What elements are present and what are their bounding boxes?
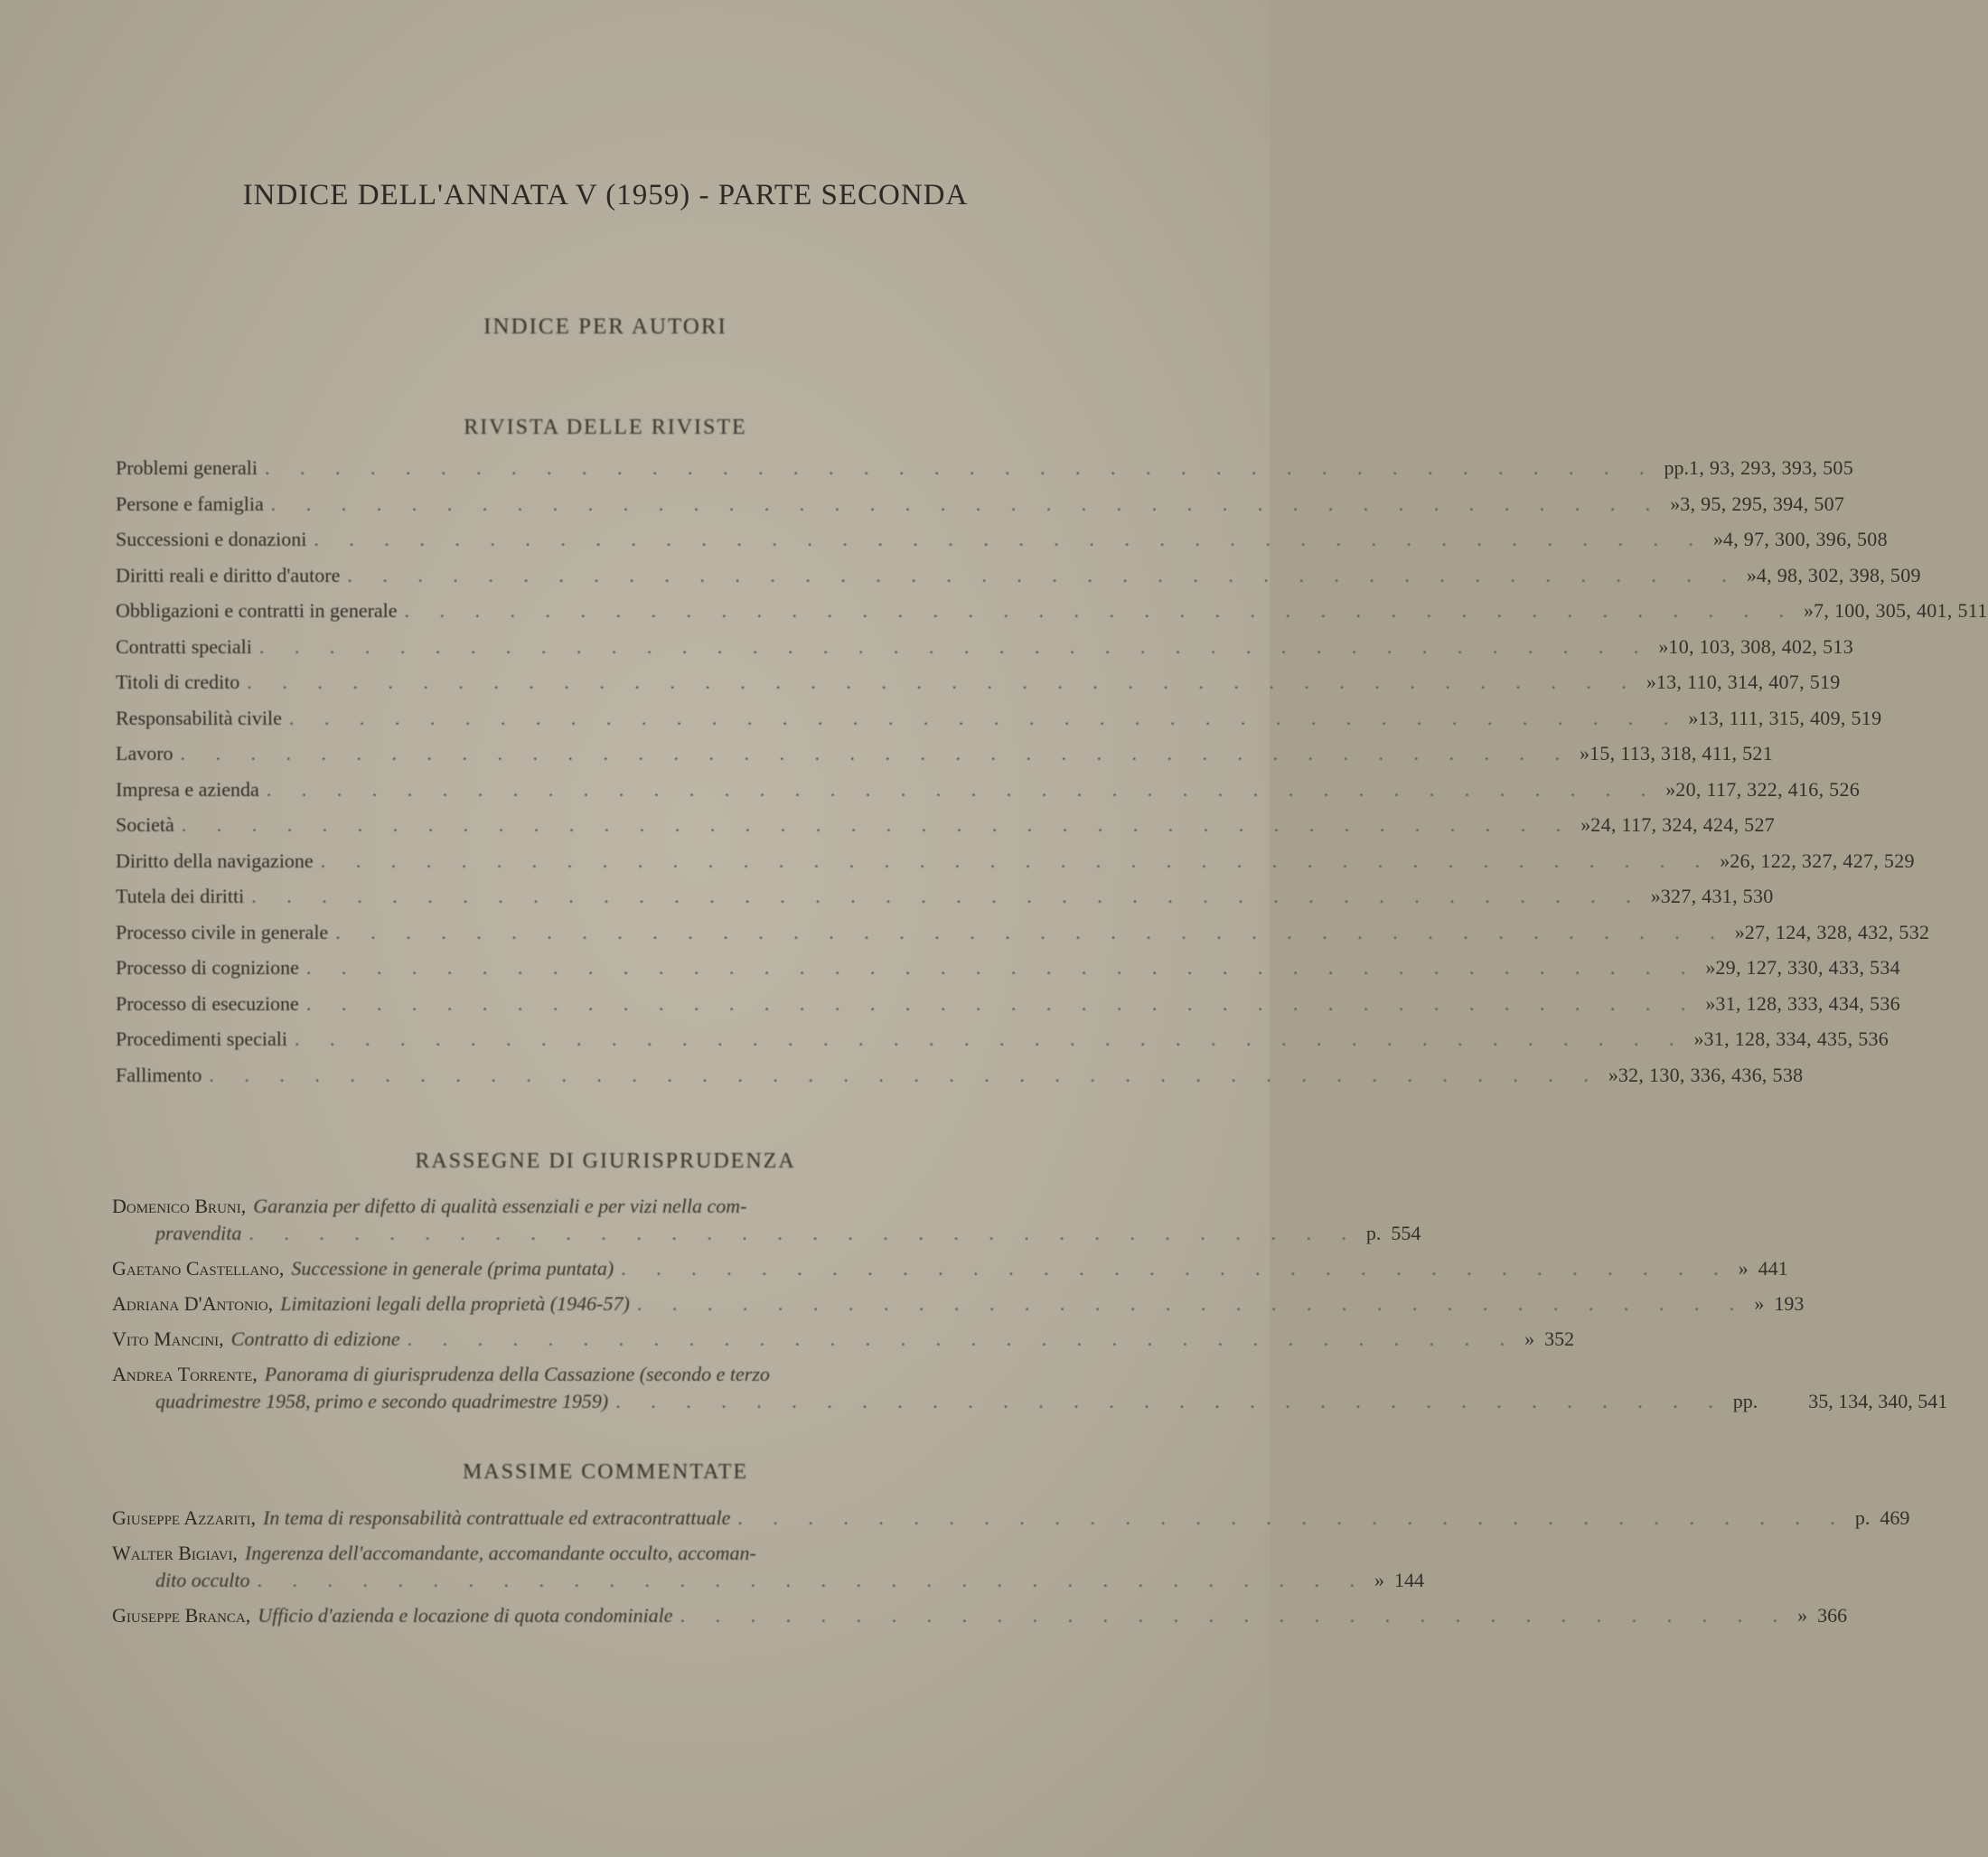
index-row (116, 599, 1988, 635)
page-prefix: pp. (1664, 456, 1690, 479)
author-entry (112, 1361, 1948, 1415)
rubric-label: Successioni e donazioni (116, 528, 307, 550)
rubric-label: Contratti speciali (116, 634, 252, 658)
page-prefix: » (1374, 1569, 1384, 1591)
page-numbers: 352 (1544, 1327, 1575, 1350)
entry-title: Panorama di giurisprudenza della Cassazione (secondo e terzo (264, 1363, 770, 1385)
index-row (116, 885, 1774, 921)
dot-leader: . . . . . . . . . . . . . . . . . . . . . . . . . . . . . . . . . . . . . . . . (295, 1027, 1687, 1050)
dot-leader: . . . . . . . . . . . . . . . . . . . . . . . . . . . . . . . . . . . . . . . . (305, 956, 1699, 979)
dot-leader: . . . . . . . . . . . . . . . . . . . . . . . . . . . . . . . . (257, 1569, 1367, 1591)
page-numbers: 366 (1817, 1604, 1848, 1627)
page-prefix: » (1670, 492, 1681, 515)
index-row (116, 777, 1861, 814)
page-prefix: » (1738, 1257, 1749, 1280)
rivista-list (116, 456, 1988, 1099)
page-numbers: 327, 431, 530 (1660, 885, 1774, 907)
page-prefix: » (1580, 742, 1590, 764)
massime-heading: MASSIME COMMENTATE (462, 1460, 749, 1484)
rubric-label: Lavoro (116, 742, 173, 764)
index-row (116, 849, 1915, 886)
dot-leader: . . . . . . . . . . . . . . . . . . . . . . . . . . . . . . . . . . . . . . . . (404, 599, 1797, 622)
index-row (116, 671, 1841, 707)
entry-title: Garanzia per difetto di qualità essenziali e per vizi nella com- (253, 1195, 747, 1217)
author-name: Andrea Torrente, (112, 1363, 258, 1385)
page-prefix: » (1688, 706, 1699, 729)
dot-leader: . . . . . . . . . . . . . . . . . . . . . . . . . . . . . . . . (737, 1506, 1848, 1529)
dot-leader: . . . . . . . . . . . . . . . . . . . . . . . . . . . . . . . . . . . . . . . . (347, 563, 1740, 586)
page-numbers: 24, 117, 324, 424, 527 (1590, 813, 1776, 836)
author-entry (112, 1193, 1421, 1247)
author-name: Giuseppe Branca, (112, 1604, 251, 1627)
index-row (116, 528, 1888, 564)
index-row (116, 956, 1900, 992)
page-prefix: pp. (1732, 1390, 1758, 1412)
page-prefix: » (1608, 1063, 1618, 1086)
page-numbers: 144 (1393, 1569, 1424, 1591)
index-row (116, 706, 1882, 743)
page-numbers: 26, 122, 327, 427, 529 (1730, 849, 1915, 872)
rubric-label: Impresa e azienda (116, 777, 259, 801)
massime-list (112, 1505, 1910, 1637)
page-prefix: » (1754, 1292, 1765, 1315)
rubric-label: Persone e famiglia (116, 492, 264, 515)
index-row (116, 456, 1854, 492)
page-numbers: 1, 93, 293, 393, 505 (1689, 456, 1854, 479)
page-prefix: p. (1365, 1222, 1382, 1244)
dot-leader: . . . . . . . . . . . . . . . . . . . . . . . . . . . . . . . . (680, 1604, 1791, 1627)
page-numbers: 31, 128, 334, 435, 536 (1703, 1027, 1890, 1050)
index-subtitle: INDICE PER AUTORI (483, 314, 727, 339)
page-numbers: 29, 127, 330, 433, 534 (1715, 956, 1900, 979)
page-numbers: 10, 103, 308, 402, 513 (1668, 634, 1854, 658)
page-prefix: » (1804, 599, 1815, 622)
page-numbers: 441 (1758, 1257, 1788, 1280)
page-numbers: 3, 95, 295, 394, 507 (1680, 492, 1845, 515)
page-numbers: 31, 128, 333, 434, 536 (1715, 991, 1900, 1015)
page-numbers: 193 (1774, 1292, 1805, 1315)
page-numbers: 20, 117, 322, 416, 526 (1675, 777, 1861, 801)
dot-leader: . . . . . . . . . . . . . . . . . . . . . . . . . . . . . . . . . . . . . . . . (270, 492, 1664, 515)
dot-leader: . . . . . . . . . . . . . . . . . . . . . . . . . . . . . . . . (407, 1327, 1518, 1350)
dot-leader: . . . . . . . . . . . . . . . . . . . . . . . . . . . . . . . . . . . . . . . . (247, 671, 1639, 693)
index-row (116, 1063, 1804, 1100)
index-row (116, 920, 1930, 957)
page-prefix: » (1524, 1327, 1535, 1350)
entry-title: Successione in generale (prima puntata) (291, 1257, 614, 1280)
author-name: Adriana D'Antonio, (112, 1292, 274, 1315)
rubric-label: Responsabilità civile (116, 706, 282, 729)
index-row (116, 742, 1773, 778)
page-prefix: » (1734, 920, 1745, 943)
author-entry (112, 1326, 1575, 1353)
rubric-label: Tutela dei diritti (116, 885, 245, 907)
page-prefix: » (1797, 1604, 1808, 1627)
author-entry (112, 1540, 1424, 1594)
author-name: Vito Mancini, (112, 1327, 224, 1350)
dot-leader: . . . . . . . . . . . . . . . . . . . . . . . . . . . . . . . . . . . . . . . . (305, 991, 1699, 1015)
rubric-label: Processo civile in generale (116, 920, 329, 943)
dot-leader: . . . . . . . . . . . . . . . . . . . . . . . . . . . . . . . . . . . . . . . . (288, 706, 1682, 729)
page-prefix: » (1705, 956, 1716, 979)
dot-leader: . . . . . . . . . . . . . . . . . . . . . . . . . . . . . . . . . . . . . . . . (251, 885, 1644, 907)
rubric-label: Diritto della navigazione (116, 849, 314, 872)
dot-leader: . . . . . . . . . . . . . . . . . . . . . . . . . . . . . . . . . . . . . . . . (180, 742, 1573, 764)
entry-title: Ufficio d'azienda e locazione di quota condominiale (258, 1604, 673, 1627)
page-numbers: 35, 134, 340, 541 (1808, 1390, 1948, 1412)
index-row (116, 813, 1776, 849)
page-prefix: » (1712, 528, 1723, 550)
page-numbers: 13, 110, 314, 407, 519 (1655, 671, 1841, 693)
rubric-label: Processo di cognizione (116, 956, 299, 979)
page-numbers: 32, 130, 336, 436, 538 (1618, 1063, 1804, 1086)
page-numbers: 13, 111, 315, 409, 519 (1698, 706, 1882, 729)
index-row (116, 492, 1845, 529)
entry-title: Contratto di edizione (230, 1327, 400, 1350)
page-prefix: p. (1854, 1506, 1871, 1529)
rivista-heading: RIVISTA DELLE RIVISTE (464, 416, 747, 439)
rubric-label: Problemi generali (116, 456, 258, 479)
page-numbers: 554 (1391, 1222, 1421, 1244)
page-numbers: 469 (1880, 1506, 1910, 1529)
entry-title: Limitazioni legali della proprietà (1946-57) (280, 1292, 630, 1315)
author-entry (112, 1290, 1805, 1318)
rassegna-list (112, 1193, 1948, 1423)
rubric-label: Titoli di credito (116, 671, 240, 693)
rubric-label: Procedimenti speciali (116, 1027, 287, 1050)
author-name: Domenico Bruni, (112, 1195, 247, 1217)
page-prefix: » (1580, 813, 1591, 836)
author-name: Giuseppe Azzariti, (112, 1506, 257, 1529)
dot-leader: . . . . . . . . . . . . . . . . . . . . . . . . . . . . . . . . (636, 1292, 1748, 1315)
dot-leader: . . . . . . . . . . . . . . . . . . . . . . . . . . . . . . . . . . . . . . . . (335, 920, 1728, 943)
author-entry (112, 1602, 1848, 1629)
entry-title: Ingerenza dell'accomandante, accomandante occulto, accoman- (244, 1542, 756, 1564)
page-prefix: » (1658, 634, 1669, 658)
rubric-label: Diritti reali e diritto d'autore (116, 563, 341, 586)
page-prefix: » (1693, 1027, 1704, 1050)
dot-leader: . . . . . . . . . . . . . . . . . . . . . . . . . . . . . . . . (621, 1257, 1731, 1280)
dot-leader: . . . . . . . . . . . . . . . . . . . . . . . . . . . . . . . . . . . . . . . . (314, 528, 1706, 550)
page-numbers: 7, 100, 305, 401, 511 (1814, 599, 1988, 622)
rubric-label: Processo di esecuzione (116, 991, 299, 1015)
author-name: Gaetano Castellano, (112, 1257, 285, 1280)
entry-title-continued: dito occulto (155, 1569, 250, 1591)
page-numbers: 15, 113, 318, 411, 521 (1589, 742, 1773, 764)
author-entry (112, 1255, 1788, 1282)
dot-leader: . . . . . . . . . . . . . . . . . . . . . . . . . . . . . . . . . . . . . . . . (181, 813, 1574, 836)
index-row (116, 634, 1854, 671)
page-prefix: » (1705, 991, 1716, 1015)
page-prefix: » (1650, 885, 1661, 907)
author-name: Walter Bigiavi, (112, 1542, 238, 1564)
dot-leader: . . . . . . . . . . . . . . . . . . . . . . . . . . . . . . . . (248, 1222, 1359, 1244)
rubric-label: Fallimento (116, 1063, 202, 1086)
page-prefix: » (1746, 563, 1757, 586)
entry-title-continued: pravendita (155, 1222, 242, 1244)
index-row (116, 1027, 1890, 1064)
rubric-label: Obbligazioni e contratti in generale (116, 599, 398, 622)
entry-title-continued: quadrimestre 1958, primo e secondo quadrimestre 1959) (155, 1390, 609, 1412)
dot-leader: . . . . . . . . . . . . . . . . . . . . . . . . . . . . . . . . . . . . . . . . (265, 456, 1657, 479)
page-prefix: » (1665, 777, 1676, 801)
dot-leader: . . . . . . . . . . . . . . . . . . . . . . . . . . . . . . . . . . . . . . . . (266, 777, 1659, 801)
page-prefix: » (1720, 849, 1730, 872)
rassegna-heading: RASSEGNE DI GIURISPRUDENZA (415, 1149, 796, 1173)
author-entry (112, 1505, 1910, 1532)
page-numbers: 4, 98, 302, 398, 509 (1756, 563, 1921, 586)
dot-leader: . . . . . . . . . . . . . . . . . . . . . . . . . . . . . . . . . . . . . . . . (209, 1063, 1601, 1086)
rubric-label: Società (116, 813, 174, 836)
page-numbers: 4, 97, 300, 396, 508 (1722, 528, 1888, 550)
dot-leader: . . . . . . . . . . . . . . . . . . . . . . . . . . . . . . . . (615, 1390, 1726, 1412)
index-row (116, 991, 1900, 1028)
index-row (116, 563, 1921, 600)
dot-leader: . . . . . . . . . . . . . . . . . . . . . . . . . . . . . . . . . . . . . . . . (320, 849, 1713, 872)
page-prefix: » (1646, 671, 1656, 693)
page-title: INDICE DELL'ANNATA V (1959) - PARTE SECONDA (242, 179, 969, 211)
entry-title: In tema di responsabilità contrattuale ed extracontrattuale (263, 1506, 731, 1529)
dot-leader: . . . . . . . . . . . . . . . . . . . . . . . . . . . . . . . . . . . . . . . . (258, 634, 1652, 658)
page-numbers: 27, 124, 328, 432, 532 (1744, 920, 1930, 943)
